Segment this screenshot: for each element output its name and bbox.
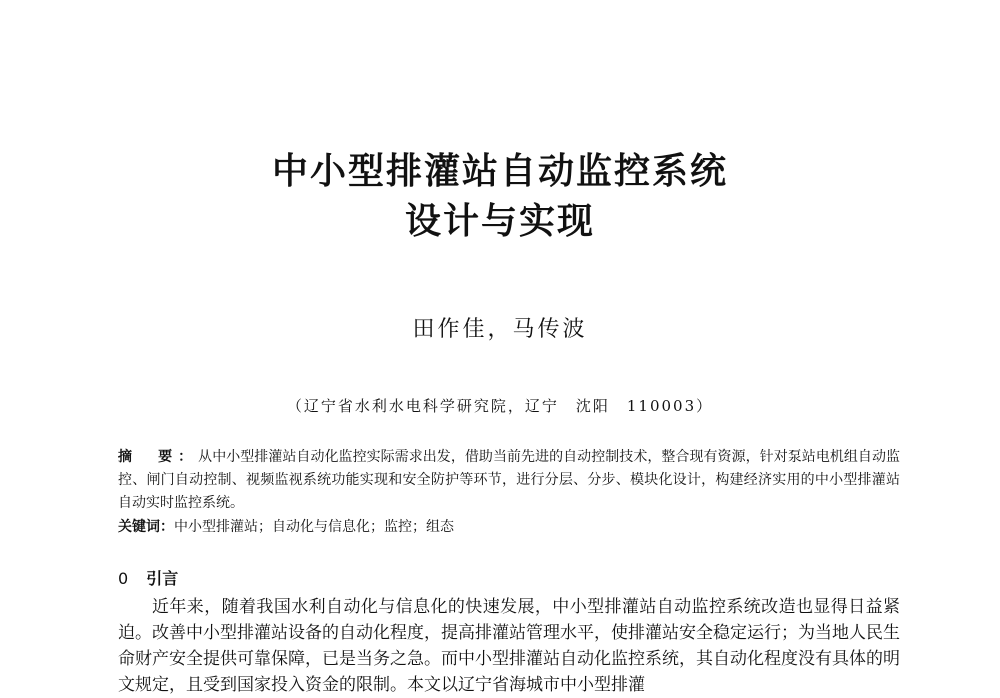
section-heading (118, 566, 178, 589)
affiliation: （辽宁省水利水电科学研究院，辽宁 沈阳 110003） (286, 397, 714, 415)
abstract (118, 446, 900, 515)
abstract-label: 摘 要： (118, 449, 199, 465)
keywords-text: 中小型排灌站；自动化与信息化；监控；组态 (174, 519, 454, 535)
section-title: 引言 (146, 569, 179, 588)
body-paragraph: 近年来，随着我国水利自动化与信息化的快速发展，中小型排灌站自动监控系统改造也显得日益紧迫。改善中小型排灌站设备的自动化程度，提高排灌站管理水平，使排灌站安全稳定运行；为当地人民生命财产安全提供可靠保障，已是当务之急。而中小型排灌站自动化监控系统，其自动化程度没有具体的明文规定，且受到国家投入资金的限制。本文以辽宁省海城市中小型排灌 (118, 597, 900, 695)
keywords (118, 516, 900, 538)
paper-title-line2: 设计与实现 (404, 201, 595, 242)
paper-title-line1: 中小型排灌站自动监控系统 (271, 151, 728, 192)
section-number: 0 (118, 569, 129, 588)
abstract-text: 从中小型排灌站自动化监控实际需求出发，借助当前先进的自动控制技术，整合现有资源，针对泵站电机组自动监控、闸门自动控制、视频监视系统功能实现和安全防护等环节，进行分层、分步、模块化设计，构建经济实用的中小型排灌站自动实时监控系统。 (118, 449, 901, 511)
authors: 田作佳，马传波 (412, 317, 588, 342)
keywords-label: 关键词： (118, 519, 174, 535)
